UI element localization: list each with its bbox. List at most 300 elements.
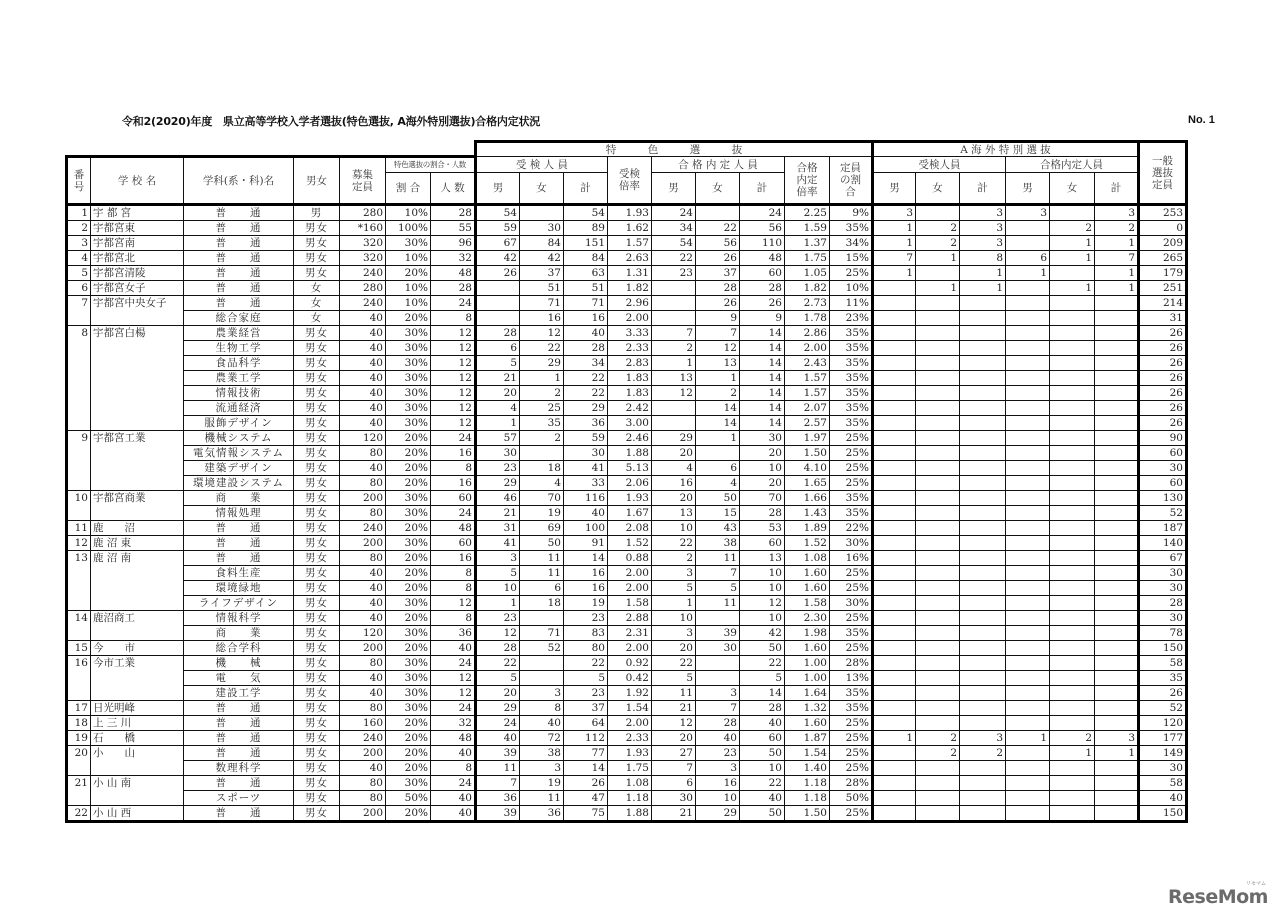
app-ratio-cell: 1.93 bbox=[608, 491, 652, 506]
school-name: 今 市 bbox=[91, 641, 184, 656]
adm-male-cell: 6 bbox=[652, 776, 696, 791]
ov-app-total-cell bbox=[960, 656, 1006, 671]
adm-total-cell: 26 bbox=[740, 296, 785, 311]
adm-total-cell: 28 bbox=[740, 281, 785, 296]
count-cell: 60 bbox=[431, 491, 476, 506]
adm-female-cell: 2 bbox=[696, 386, 740, 401]
adm-female-cell: 29 bbox=[696, 806, 740, 822]
count-cell: 12 bbox=[431, 401, 476, 416]
adm-male-cell: 16 bbox=[652, 476, 696, 491]
ov-app-total-cell bbox=[960, 701, 1006, 716]
gender-cell: 男女 bbox=[294, 686, 340, 701]
row-number: 19 bbox=[67, 731, 91, 746]
app-male-cell: 29 bbox=[476, 701, 520, 716]
adm-ratio-cell: 2.25 bbox=[785, 205, 830, 221]
app-male-cell: 21 bbox=[476, 371, 520, 386]
ov-app-male-cell: 3 bbox=[873, 205, 916, 221]
app-total-cell: 51 bbox=[564, 281, 608, 296]
ov-adm-female-cell bbox=[1050, 656, 1095, 671]
general-cell: 26 bbox=[1139, 386, 1187, 401]
ov-adm-total-cell: 2 bbox=[1095, 221, 1139, 236]
general-cell: 26 bbox=[1139, 401, 1187, 416]
capacity-cell: 40 bbox=[340, 326, 386, 341]
ratio-cell: 20% bbox=[386, 551, 431, 566]
ov-app-female-cell bbox=[916, 371, 960, 386]
header-app-male: 男 bbox=[476, 173, 520, 205]
ov-app-male-cell bbox=[873, 656, 916, 671]
ratio-cell: 20% bbox=[386, 446, 431, 461]
ratio-cell: 100% bbox=[386, 221, 431, 236]
adm-male-cell: 13 bbox=[652, 371, 696, 386]
ov-adm-total-cell bbox=[1095, 431, 1139, 446]
adm-ratio-cell: 1.60 bbox=[785, 581, 830, 596]
adm-female-cell: 3 bbox=[696, 686, 740, 701]
count-cell: 40 bbox=[431, 746, 476, 761]
app-female-cell: 11 bbox=[520, 551, 564, 566]
dept-name: 普 通 bbox=[184, 536, 294, 551]
count-cell: 48 bbox=[431, 731, 476, 746]
capacity-cell: 40 bbox=[340, 341, 386, 356]
app-male-cell: 26 bbox=[476, 266, 520, 281]
adm-total-cell: 10 bbox=[740, 761, 785, 776]
ov-adm-male-cell: 3 bbox=[1006, 205, 1050, 221]
app-ratio-cell: 1.67 bbox=[608, 506, 652, 521]
ov-adm-total-cell bbox=[1095, 476, 1139, 491]
dept-name: 情報科学 bbox=[184, 611, 294, 626]
row-number: 8 bbox=[67, 326, 91, 431]
quota-share-cell: 25% bbox=[830, 476, 873, 491]
ratio-cell: 30% bbox=[386, 401, 431, 416]
dept-name: 農業工学 bbox=[184, 371, 294, 386]
app-female-cell: 18 bbox=[520, 461, 564, 476]
app-ratio-cell: 0.88 bbox=[608, 551, 652, 566]
adm-female-cell: 50 bbox=[696, 491, 740, 506]
app-male-cell: 5 bbox=[476, 566, 520, 581]
count-cell: 32 bbox=[431, 716, 476, 731]
ov-adm-male-cell bbox=[1006, 296, 1050, 311]
quota-share-cell: 35% bbox=[830, 491, 873, 506]
adm-male-cell: 1 bbox=[652, 596, 696, 611]
ov-adm-total-cell bbox=[1095, 506, 1139, 521]
quota-share-cell: 15% bbox=[830, 251, 873, 266]
adm-ratio-cell: 1.00 bbox=[785, 671, 830, 686]
adm-ratio-cell: 4.10 bbox=[785, 461, 830, 476]
header-ov-app-total: 計 bbox=[960, 173, 1006, 205]
quota-share-cell: 25% bbox=[830, 641, 873, 656]
app-ratio-cell: 0.42 bbox=[608, 671, 652, 686]
app-total-cell: 64 bbox=[564, 716, 608, 731]
ov-app-female-cell bbox=[916, 566, 960, 581]
ov-adm-male-cell bbox=[1006, 281, 1050, 296]
gender-cell: 男女 bbox=[294, 671, 340, 686]
adm-male-cell: 22 bbox=[652, 656, 696, 671]
capacity-cell: 40 bbox=[340, 371, 386, 386]
capacity-cell: 80 bbox=[340, 656, 386, 671]
gender-cell: 男女 bbox=[294, 791, 340, 806]
app-male-cell: 22 bbox=[476, 656, 520, 671]
ov-adm-total-cell bbox=[1095, 551, 1139, 566]
general-cell: 30 bbox=[1139, 566, 1187, 581]
app-ratio-cell: 1.54 bbox=[608, 701, 652, 716]
ov-app-female-cell: 2 bbox=[916, 731, 960, 746]
capacity-cell: 320 bbox=[340, 251, 386, 266]
general-cell: 26 bbox=[1139, 416, 1187, 431]
count-cell: 12 bbox=[431, 671, 476, 686]
adm-ratio-cell: 1.50 bbox=[785, 446, 830, 461]
general-cell: 209 bbox=[1139, 236, 1187, 251]
row-number: 7 bbox=[67, 296, 91, 326]
general-cell: 26 bbox=[1139, 326, 1187, 341]
ov-adm-female-cell: 2 bbox=[1050, 731, 1095, 746]
ov-app-male-cell bbox=[873, 311, 916, 326]
ov-app-male-cell bbox=[873, 581, 916, 596]
app-ratio-cell: 1.18 bbox=[608, 791, 652, 806]
app-male-cell: 4 bbox=[476, 401, 520, 416]
capacity-cell: 80 bbox=[340, 446, 386, 461]
adm-ratio-cell: 1.64 bbox=[785, 686, 830, 701]
count-cell: 8 bbox=[431, 461, 476, 476]
ov-adm-total-cell bbox=[1095, 701, 1139, 716]
ov-app-male-cell bbox=[873, 671, 916, 686]
row-number: 20 bbox=[67, 746, 91, 776]
adm-male-cell: 3 bbox=[652, 566, 696, 581]
ov-app-female-cell bbox=[916, 611, 960, 626]
adm-ratio-cell: 1.40 bbox=[785, 761, 830, 776]
app-ratio-cell: 1.93 bbox=[608, 205, 652, 221]
gender-cell: 男女 bbox=[294, 581, 340, 596]
school-name: 宇都宮南 bbox=[91, 236, 184, 251]
dept-name: 普 通 bbox=[184, 521, 294, 536]
ov-adm-total-cell bbox=[1095, 791, 1139, 806]
table-row bbox=[67, 251, 1187, 266]
ratio-cell: 30% bbox=[386, 236, 431, 251]
app-male-cell: 57 bbox=[476, 431, 520, 446]
app-total-cell: 16 bbox=[564, 566, 608, 581]
app-total-cell: 19 bbox=[564, 596, 608, 611]
count-cell: 12 bbox=[431, 686, 476, 701]
dept-name: 普 通 bbox=[184, 776, 294, 791]
ratio-cell: 30% bbox=[386, 356, 431, 371]
ov-app-total-cell: 3 bbox=[960, 236, 1006, 251]
ov-app-male-cell bbox=[873, 521, 916, 536]
header-adm-female: 女 bbox=[696, 173, 740, 205]
ov-app-female-cell bbox=[916, 626, 960, 641]
gender-cell: 男女 bbox=[294, 371, 340, 386]
adm-total-cell: 20 bbox=[740, 476, 785, 491]
dept-name: 機 械 bbox=[184, 656, 294, 671]
app-female-cell: 42 bbox=[520, 251, 564, 266]
app-female-cell: 1 bbox=[520, 371, 564, 386]
table-row bbox=[67, 626, 1187, 641]
adm-female-cell: 5 bbox=[696, 581, 740, 596]
app-total-cell: 80 bbox=[564, 641, 608, 656]
app-total-cell: 23 bbox=[564, 611, 608, 626]
app-ratio-cell: 3.00 bbox=[608, 416, 652, 431]
adm-total-cell: 40 bbox=[740, 791, 785, 806]
adm-ratio-cell: 1.60 bbox=[785, 566, 830, 581]
adm-total-cell: 14 bbox=[740, 686, 785, 701]
app-female-cell: 18 bbox=[520, 596, 564, 611]
count-cell: 16 bbox=[431, 476, 476, 491]
quota-share-cell: 30% bbox=[830, 596, 873, 611]
capacity-cell: 40 bbox=[340, 671, 386, 686]
school-name: 宇都宮東 bbox=[91, 221, 184, 236]
count-cell: 28 bbox=[431, 205, 476, 221]
ov-app-female-cell bbox=[916, 551, 960, 566]
adm-male-cell: 20 bbox=[652, 731, 696, 746]
count-cell: 28 bbox=[431, 281, 476, 296]
general-cell: 30 bbox=[1139, 461, 1187, 476]
resemom-watermark bbox=[1168, 881, 1268, 908]
general-cell: 31 bbox=[1139, 311, 1187, 326]
adm-total-cell: 10 bbox=[740, 581, 785, 596]
adm-ratio-cell: 2.07 bbox=[785, 401, 830, 416]
ov-app-total-cell: 8 bbox=[960, 251, 1006, 266]
gender-cell: 男 bbox=[294, 205, 340, 221]
dept-name: スポーツ bbox=[184, 791, 294, 806]
row-number: 9 bbox=[67, 431, 91, 491]
app-male-cell: 39 bbox=[476, 746, 520, 761]
ov-app-female-cell bbox=[916, 791, 960, 806]
app-female-cell: 51 bbox=[520, 281, 564, 296]
dept-name: 食料生産 bbox=[184, 566, 294, 581]
app-male-cell: 5 bbox=[476, 671, 520, 686]
row-number: 13 bbox=[67, 551, 91, 611]
dept-name: 建築デザイン bbox=[184, 461, 294, 476]
app-total-cell: 151 bbox=[564, 236, 608, 251]
ov-app-female-cell bbox=[916, 491, 960, 506]
app-total-cell: 30 bbox=[564, 446, 608, 461]
dept-name: 普 通 bbox=[184, 701, 294, 716]
school-name: 石 橋 bbox=[91, 731, 184, 746]
count-cell: 16 bbox=[431, 446, 476, 461]
adm-ratio-cell: 1.59 bbox=[785, 221, 830, 236]
adm-total-cell: 14 bbox=[740, 416, 785, 431]
app-male-cell: 40 bbox=[476, 731, 520, 746]
ov-adm-female-cell: 1 bbox=[1050, 281, 1095, 296]
ov-adm-female-cell bbox=[1050, 446, 1095, 461]
app-ratio-cell: 3.33 bbox=[608, 326, 652, 341]
table-row bbox=[67, 686, 1187, 701]
header-applicants: 受 検 人 員 bbox=[476, 157, 608, 173]
count-cell: 8 bbox=[431, 611, 476, 626]
quota-share-cell: 35% bbox=[830, 356, 873, 371]
ov-adm-total-cell bbox=[1095, 491, 1139, 506]
app-female-cell bbox=[520, 611, 564, 626]
dept-name: 流通経済 bbox=[184, 401, 294, 416]
ov-app-male-cell bbox=[873, 761, 916, 776]
adm-female-cell: 23 bbox=[696, 746, 740, 761]
ov-adm-total-cell bbox=[1095, 776, 1139, 791]
capacity-cell: 240 bbox=[340, 296, 386, 311]
app-male-cell bbox=[476, 296, 520, 311]
ov-adm-female-cell bbox=[1050, 296, 1095, 311]
table-row bbox=[67, 446, 1187, 461]
ov-app-total-cell bbox=[960, 326, 1006, 341]
ov-adm-male-cell bbox=[1006, 671, 1050, 686]
dept-name: 普 通 bbox=[184, 281, 294, 296]
gender-cell: 男女 bbox=[294, 626, 340, 641]
adm-male-cell: 21 bbox=[652, 701, 696, 716]
gender-cell: 男女 bbox=[294, 566, 340, 581]
ov-app-male-cell bbox=[873, 596, 916, 611]
school-name: 鹿沼商工 bbox=[91, 611, 184, 641]
header-admitted: 合 格 内 定 人 員 bbox=[652, 157, 785, 173]
table-row bbox=[67, 716, 1187, 731]
ov-adm-female-cell bbox=[1050, 551, 1095, 566]
adm-total-cell: 10 bbox=[740, 611, 785, 626]
adm-total-cell: 28 bbox=[740, 506, 785, 521]
ratio-cell: 30% bbox=[386, 371, 431, 386]
app-female-cell: 25 bbox=[520, 401, 564, 416]
ov-adm-male-cell bbox=[1006, 356, 1050, 371]
ov-adm-total-cell bbox=[1095, 401, 1139, 416]
ov-app-total-cell bbox=[960, 386, 1006, 401]
count-cell: 55 bbox=[431, 221, 476, 236]
ov-app-male-cell bbox=[873, 641, 916, 656]
ov-app-total-cell: 3 bbox=[960, 205, 1006, 221]
ov-adm-female-cell bbox=[1050, 431, 1095, 446]
ov-adm-female-cell bbox=[1050, 416, 1095, 431]
table-row bbox=[67, 566, 1187, 581]
app-total-cell: 71 bbox=[564, 296, 608, 311]
table-row bbox=[67, 461, 1187, 476]
ov-app-total-cell bbox=[960, 791, 1006, 806]
ov-adm-total-cell bbox=[1095, 416, 1139, 431]
ov-app-total-cell: 3 bbox=[960, 731, 1006, 746]
ov-app-female-cell bbox=[916, 521, 960, 536]
general-cell: 78 bbox=[1139, 626, 1187, 641]
adm-male-cell: 5 bbox=[652, 581, 696, 596]
capacity-cell: *160 bbox=[340, 221, 386, 236]
ov-app-total-cell bbox=[960, 641, 1006, 656]
adm-total-cell: 60 bbox=[740, 731, 785, 746]
capacity-cell: 200 bbox=[340, 641, 386, 656]
adm-male-cell: 11 bbox=[652, 686, 696, 701]
ov-adm-total-cell bbox=[1095, 341, 1139, 356]
row-number: 1 bbox=[67, 205, 91, 221]
app-total-cell: 40 bbox=[564, 506, 608, 521]
ov-app-total-cell bbox=[960, 611, 1006, 626]
ov-app-total-cell bbox=[960, 686, 1006, 701]
ov-adm-male-cell bbox=[1006, 746, 1050, 761]
app-ratio-cell: 0.92 bbox=[608, 656, 652, 671]
gender-cell: 女 bbox=[294, 311, 340, 326]
app-female-cell: 12 bbox=[520, 326, 564, 341]
general-cell: 52 bbox=[1139, 701, 1187, 716]
ov-adm-male-cell: 1 bbox=[1006, 266, 1050, 281]
ov-app-total-cell bbox=[960, 521, 1006, 536]
ratio-cell: 20% bbox=[386, 611, 431, 626]
app-male-cell: 5 bbox=[476, 356, 520, 371]
document-title: 令和2(2020)年度 県立高等学校入学者選抜(特色選抜, A海外特別選抜)合格内定状況 bbox=[122, 115, 541, 128]
app-female-cell: 22 bbox=[520, 341, 564, 356]
app-male-cell: 1 bbox=[476, 596, 520, 611]
adm-male-cell: 22 bbox=[652, 536, 696, 551]
gender-cell: 男女 bbox=[294, 326, 340, 341]
app-female-cell: 3 bbox=[520, 686, 564, 701]
adm-male-cell: 24 bbox=[652, 205, 696, 221]
quota-share-cell: 25% bbox=[830, 611, 873, 626]
row-number: 5 bbox=[67, 266, 91, 281]
adm-ratio-cell: 1.98 bbox=[785, 626, 830, 641]
ov-app-female-cell bbox=[916, 671, 960, 686]
app-male-cell: 42 bbox=[476, 251, 520, 266]
ov-adm-male-cell bbox=[1006, 656, 1050, 671]
school-name: 日光明峰 bbox=[91, 701, 184, 716]
ov-app-total-cell bbox=[960, 461, 1006, 476]
dept-name: 建設工学 bbox=[184, 686, 294, 701]
ov-adm-male-cell bbox=[1006, 791, 1050, 806]
adm-male-cell: 2 bbox=[652, 551, 696, 566]
adm-male-cell: 20 bbox=[652, 491, 696, 506]
dept-name: 普 通 bbox=[184, 806, 294, 822]
ov-app-total-cell bbox=[960, 401, 1006, 416]
ov-adm-male-cell bbox=[1006, 371, 1050, 386]
app-female-cell: 19 bbox=[520, 506, 564, 521]
app-total-cell: 41 bbox=[564, 461, 608, 476]
ov-adm-male-cell bbox=[1006, 476, 1050, 491]
quota-share-cell: 35% bbox=[830, 341, 873, 356]
ratio-cell: 30% bbox=[386, 386, 431, 401]
row-number: 4 bbox=[67, 251, 91, 266]
ov-adm-total-cell bbox=[1095, 521, 1139, 536]
ov-app-total-cell bbox=[960, 581, 1006, 596]
dept-name: 生物工学 bbox=[184, 341, 294, 356]
ov-adm-female-cell bbox=[1050, 401, 1095, 416]
adm-female-cell: 13 bbox=[696, 356, 740, 371]
ratio-cell: 20% bbox=[386, 461, 431, 476]
dept-name: 情報技術 bbox=[184, 386, 294, 401]
app-male-cell: 12 bbox=[476, 626, 520, 641]
count-cell: 24 bbox=[431, 656, 476, 671]
row-number: 12 bbox=[67, 536, 91, 551]
dept-name: 総合家庭 bbox=[184, 311, 294, 326]
quota-share-cell: 25% bbox=[830, 461, 873, 476]
adm-male-cell: 29 bbox=[652, 431, 696, 446]
app-male-cell: 46 bbox=[476, 491, 520, 506]
adm-male-cell: 12 bbox=[652, 716, 696, 731]
capacity-cell: 200 bbox=[340, 491, 386, 506]
adm-total-cell: 14 bbox=[740, 326, 785, 341]
ov-app-male-cell bbox=[873, 566, 916, 581]
adm-female-cell: 16 bbox=[696, 776, 740, 791]
ov-adm-total-cell: 1 bbox=[1095, 281, 1139, 296]
ov-adm-female-cell bbox=[1050, 716, 1095, 731]
ratio-cell: 30% bbox=[386, 626, 431, 641]
adm-ratio-cell: 2.86 bbox=[785, 326, 830, 341]
ratio-cell: 30% bbox=[386, 341, 431, 356]
ov-app-female-cell bbox=[916, 761, 960, 776]
ov-adm-male-cell bbox=[1006, 311, 1050, 326]
app-female-cell: 4 bbox=[520, 476, 564, 491]
dept-name: 電 気 bbox=[184, 671, 294, 686]
adm-total-cell: 14 bbox=[740, 401, 785, 416]
ov-adm-female-cell: 1 bbox=[1050, 251, 1095, 266]
app-female-cell: 40 bbox=[520, 716, 564, 731]
dept-name: 服飾デザイン bbox=[184, 416, 294, 431]
app-ratio-cell: 2.00 bbox=[608, 641, 652, 656]
app-male-cell: 28 bbox=[476, 326, 520, 341]
table-row bbox=[67, 401, 1187, 416]
adm-female-cell bbox=[696, 656, 740, 671]
app-female-cell bbox=[520, 671, 564, 686]
ov-app-male-cell bbox=[873, 746, 916, 761]
ratio-cell: 20% bbox=[386, 716, 431, 731]
ov-app-male-cell: 1 bbox=[873, 236, 916, 251]
gender-cell: 男女 bbox=[294, 521, 340, 536]
row-number: 6 bbox=[67, 281, 91, 296]
